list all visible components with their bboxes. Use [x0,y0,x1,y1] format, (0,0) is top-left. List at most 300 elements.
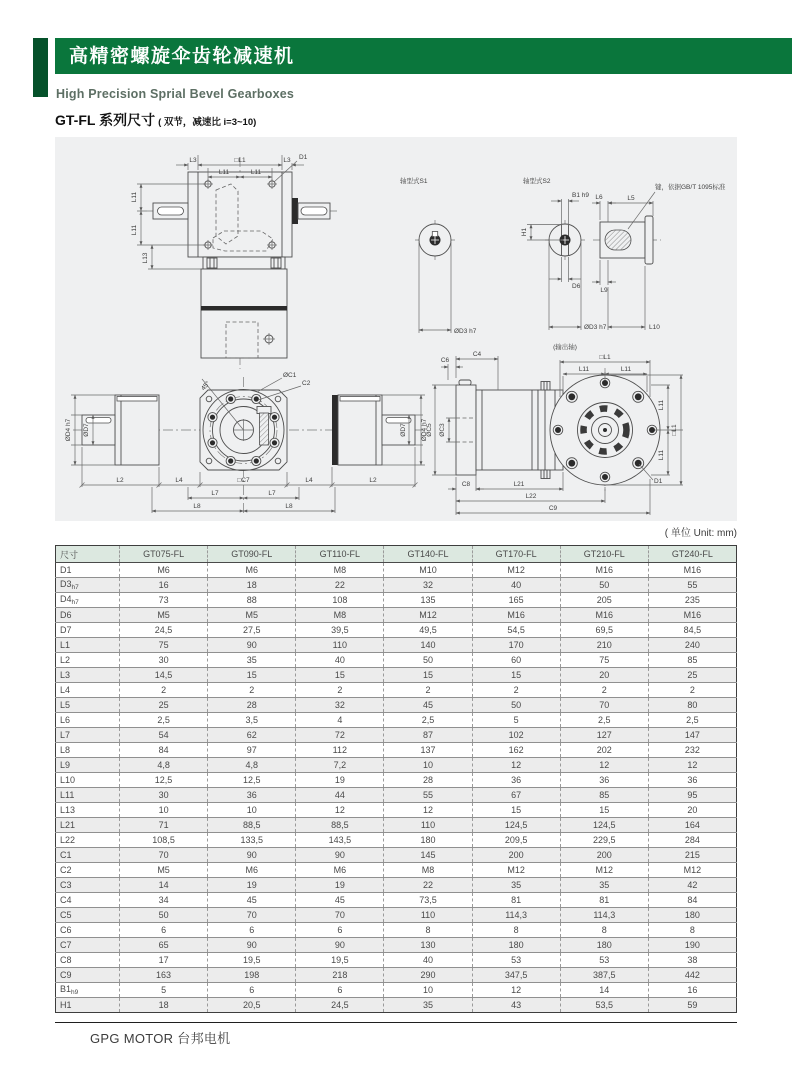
dimension-value: 18 [120,998,208,1013]
dimension-label: C2 [60,865,72,875]
dimension-value: 12 [384,803,472,818]
table-row [56,578,737,593]
dimension-value: 232 [648,743,736,758]
dimension-value: M16 [560,563,648,578]
dimension-value: 65 [120,938,208,953]
dimension-value: 143,5 [296,833,384,848]
dim-label: ØD7 [400,423,407,437]
dimension-value: 15 [384,668,472,683]
dimension-value: 137 [384,743,472,758]
dim-label: ØC1 [283,372,297,379]
dim-label: D1 [654,478,663,485]
dimension-value: M12 [472,563,560,578]
dimension-value: 69,5 [560,623,648,638]
dimension-value: 16 [648,983,736,998]
dimension-value: 12 [648,758,736,773]
dimension-value: M6 [208,563,296,578]
dimension-value: 34 [120,893,208,908]
dim-label: L10 [649,324,660,331]
dim-label: L4 [305,477,313,484]
dim-label: L3 [283,157,291,164]
dimension-label: L1 [60,640,71,650]
dimension-value: 60 [472,653,560,668]
section-title [55,110,256,130]
dimension-value: 90 [208,938,296,953]
dimension-value: 40 [384,953,472,968]
dimension-value: 10 [384,983,472,998]
dimension-value: 102 [472,728,560,743]
technical-drawing [55,137,737,521]
dimension-value: 4 [296,713,384,728]
dim-label: □L1 [234,157,246,164]
table-row [56,728,737,743]
dimension-value: M16 [560,608,648,623]
dim-label: C4 [472,351,482,358]
table-row [56,698,737,713]
dimension-value: 112 [296,743,384,758]
dimension-value: 22 [384,878,472,893]
dimension-value: 25 [120,698,208,713]
dimension-value: 2 [384,683,472,698]
dim-label: ØD4 h7 [421,418,428,442]
dimension-value: 130 [384,938,472,953]
dimension-value: 39,5 [296,623,384,638]
table-row [56,803,737,818]
dimension-value: 75 [120,638,208,653]
dimension-label: C4 [60,895,72,905]
dimension-value: 15 [472,668,560,683]
dim-label: □L1 [671,424,678,436]
dimension-value: 12,5 [208,773,296,788]
dimension-value: 85 [560,788,648,803]
dimension-value: 25 [648,668,736,683]
dimension-value: 19 [296,773,384,788]
dim-label: L4 [175,477,183,484]
dimension-value: 6 [208,923,296,938]
dimension-value: 20,5 [208,998,296,1013]
dimension-value: M12 [472,863,560,878]
dimension-value: 17 [120,953,208,968]
dimension-value: 6 [208,983,296,998]
dimension-value: 30 [120,788,208,803]
dimension-value: 84 [120,743,208,758]
dimension-value: 133,5 [208,833,296,848]
dimension-value: 20 [560,668,648,683]
dimension-value: M12 [648,863,736,878]
dimension-value: 200 [560,848,648,863]
column-header: GT170-FL [472,546,560,563]
dimension-value: 4,8 [120,758,208,773]
table-row [56,968,737,983]
dim-label: L11 [218,169,230,176]
dimension-value: 3,5 [208,713,296,728]
dimension-value: 49,5 [384,623,472,638]
dimension-label: C6 [60,925,72,935]
dimension-value: 180 [560,938,648,953]
dimension-value: 19,5 [208,953,296,968]
dimension-label: D7 [60,625,72,635]
column-header: GT075-FL [120,546,208,563]
footer-brand: GPG MOTOR 台邦电机 [90,1031,231,1046]
dimension-value: M5 [208,608,296,623]
dimension-value: 108 [296,593,384,608]
accent-stripe [33,38,48,97]
dimension-value: 70 [296,908,384,923]
dim-label: L8 [193,503,201,510]
dimension-label: L21 [60,820,76,830]
dimension-value: 70 [208,908,296,923]
dim-label: L11 [658,449,665,461]
dim-label: L7 [211,490,219,497]
table-row [56,878,737,893]
dimension-value: 55 [384,788,472,803]
dimension-value: 114,3 [560,908,648,923]
dimension-label: $D4_{h7}$ [60,593,79,606]
dimension-value: 6 [296,983,384,998]
dimension-value: 5 [120,983,208,998]
dimension-value: 135 [384,593,472,608]
dimension-value: 14 [120,878,208,893]
dimension-value: 43 [472,998,560,1013]
dimension-value: 347,5 [472,968,560,983]
dimension-label: L10 [60,775,76,785]
dimension-label: $D3_{h7}$ [60,578,79,591]
dimension-value: 27,5 [208,623,296,638]
dimension-value: 10 [208,803,296,818]
dimension-value: 72 [296,728,384,743]
dimension-value: 88 [208,593,296,608]
dimension-value: 54,5 [472,623,560,638]
dimension-value: 54 [120,728,208,743]
dimension-value: 2,5 [648,713,736,728]
dim-label: D1 [299,154,308,161]
dimension-value: 71 [120,818,208,833]
dimension-value: 2,5 [560,713,648,728]
dimension-value: 8 [560,923,648,938]
dimension-value: 36 [472,773,560,788]
dimension-value: 170 [472,638,560,653]
dimension-value: 108,5 [120,833,208,848]
dimension-value: 90 [208,638,296,653]
table-row [56,623,737,638]
dimension-value: 45 [296,893,384,908]
dim-label: H1 [521,227,528,237]
dimension-label: L22 [60,835,76,845]
dimension-value: 87 [384,728,472,743]
dimension-label: C9 [60,970,72,980]
dimension-value: 32 [384,578,472,593]
dimension-value: 40 [472,578,560,593]
dimension-value: M16 [472,608,560,623]
dimension-value: 14 [560,983,648,998]
dim-label: L11 [131,191,138,203]
dimension-value: M10 [384,563,472,578]
shaft-type-s1-title: 轴型式S1 [400,178,428,185]
dimension-value: 205 [560,593,648,608]
dimension-value: 209,5 [472,833,560,848]
dimension-label: C5 [60,910,72,920]
dimension-value: 45 [208,893,296,908]
dimension-value: 42 [648,878,736,893]
page-subtitle: High Precision Sprial Bevel Gearboxes [56,87,295,101]
shaft-type-s1-view [400,176,477,335]
dimension-value: 200 [472,848,560,863]
dimension-value: 35 [384,998,472,1013]
column-header: GT110-FL [296,546,384,563]
dimension-value: 97 [208,743,296,758]
dimension-value: 387,5 [560,968,648,983]
dim-label: L11 [578,366,590,373]
dimension-value: 36 [208,788,296,803]
dimension-value: 38 [648,953,736,968]
dim-label: L11 [250,169,262,176]
dimension-value: 8 [472,923,560,938]
dim-label: □L1 [599,354,611,361]
dimension-value: M16 [648,608,736,623]
dimension-value: 90 [296,848,384,863]
dimension-label: $B1_{h9}$ [60,983,79,996]
dimension-value: 110 [296,638,384,653]
dimension-value: 90 [208,848,296,863]
table-row [56,653,737,668]
dimension-value: 15 [296,668,384,683]
table-row [56,608,737,623]
dimension-value: M12 [560,863,648,878]
dim-label: L8 [285,503,293,510]
dim-label: C9 [548,505,558,512]
dimension-value: 235 [648,593,736,608]
dim-label: L9 [600,287,608,294]
dimension-value: 53 [560,953,648,968]
dimension-value: 59 [648,998,736,1013]
dimension-value: 6 [120,923,208,938]
dimension-value: 8 [384,923,472,938]
dimension-value: 229,5 [560,833,648,848]
table-row [56,638,737,653]
table-row [56,683,737,698]
dimension-value: 110 [384,818,472,833]
key-standard-note: 键，依据GB/T 1095标准 [655,184,726,191]
table-row [56,998,737,1013]
dimension-value: 50 [384,653,472,668]
table-row [56,848,737,863]
table-row [56,773,737,788]
dimension-label: D1 [60,565,72,575]
table-row [56,593,737,608]
table-row [56,833,737,848]
dimension-value: M5 [120,608,208,623]
output-shaft-note: (输出轴) [553,344,577,351]
dimension-label: L11 [60,790,75,800]
dimension-value: 19 [296,878,384,893]
dim-label: ØC5 [426,423,433,437]
dimension-value: 73,5 [384,893,472,908]
table-row [56,953,737,968]
table-row [56,923,737,938]
dimension-value: 15 [472,803,560,818]
dimension-value: 36 [560,773,648,788]
dimension-label: L4 [60,685,71,695]
dimension-value: 8 [648,923,736,938]
dimension-value: 2 [296,683,384,698]
dimension-value: 81 [472,893,560,908]
dimension-value: 55 [648,578,736,593]
dimension-value: 180 [472,938,560,953]
dim-label: C8 [461,481,471,488]
dimension-value: 5 [472,713,560,728]
table-row [56,788,737,803]
dimension-value: 14,5 [120,668,208,683]
dimension-value: 12 [560,758,648,773]
dimension-label: C1 [60,850,72,860]
dimension-value: 210 [560,638,648,653]
dimension-value: 7,2 [296,758,384,773]
dimension-value: 145 [384,848,472,863]
column-header: GT240-FL [648,546,736,563]
table-row [56,893,737,908]
dimension-value: 127 [560,728,648,743]
dimension-table [55,545,737,1013]
dimension-value: M6 [120,563,208,578]
dimension-value: 6 [296,923,384,938]
dimension-value: 114,3 [472,908,560,923]
dimension-value: 290 [384,968,472,983]
dimension-value: 70 [560,698,648,713]
dimension-value: 162 [472,743,560,758]
dimension-value: 19,5 [296,953,384,968]
dimension-value: 198 [208,968,296,983]
shaft-type-s2-view [521,176,726,351]
dim-label: L11 [658,399,665,411]
dimension-value: M6 [296,863,384,878]
dimension-value: M5 [120,863,208,878]
dimension-value: 30 [120,653,208,668]
dimension-value: 10 [120,803,208,818]
dimension-label: L3 [60,670,71,680]
dimension-value: 163 [120,968,208,983]
dimension-label: L6 [60,715,71,725]
dimension-value: 190 [648,938,736,953]
dim-label: □C7 [237,477,250,484]
dimension-label: D6 [60,610,72,620]
dimension-value: 110 [384,908,472,923]
dimension-value: 202 [560,743,648,758]
dim-label: ØD3 h7 [454,328,477,335]
dimension-label: L13 [60,805,76,815]
gearbox-drawing [55,137,737,521]
table-row [56,908,737,923]
dimension-value: 35 [472,878,560,893]
dimension-value: 180 [384,833,472,848]
dimension-value: 2 [560,683,648,698]
dimension-value: 147 [648,728,736,743]
table-row [56,863,737,878]
dimension-value: 284 [648,833,736,848]
dim-label: L7 [268,490,276,497]
dimension-value: M6 [208,863,296,878]
dimension-value: 22 [296,578,384,593]
dimension-label: H1 [60,1000,72,1010]
column-header: GT090-FL [208,546,296,563]
dimension-value: 240 [648,638,736,653]
front-view [131,154,337,369]
table-row [56,713,737,728]
dimension-label: L8 [60,745,71,755]
dimension-value: 32 [296,698,384,713]
table-row [56,983,737,998]
unit-note: ( 单位 Unit: mm) [664,528,737,539]
dimension-value: 81 [560,893,648,908]
dimension-value: 12 [472,983,560,998]
dimension-value: 20 [648,803,736,818]
dim-label: D6 [572,283,581,290]
dim-label: L5 [627,195,635,202]
series-name: GT-FL 系列尺寸 [55,112,156,128]
dimension-value: 19 [208,878,296,893]
dim-label: C6 [440,357,450,364]
dim-label: L3 [189,157,197,164]
dimension-label: C7 [60,940,72,950]
dimension-value: 35 [208,653,296,668]
dimension-value: 124,5 [560,818,648,833]
corner-header: 尺寸 [56,546,120,563]
dimension-value: 88,5 [208,818,296,833]
dim-label: L2 [369,477,377,484]
footer-divider [55,1022,737,1023]
dimension-value: 2,5 [120,713,208,728]
dimension-value: 50 [120,908,208,923]
dim-label: L6 [595,194,603,201]
dimension-value: 18 [208,578,296,593]
dimension-value: 2 [120,683,208,698]
dimension-value: 80 [648,698,736,713]
column-header: GT140-FL [384,546,472,563]
dimension-value: 2 [208,683,296,698]
dimension-value: 95 [648,788,736,803]
dimension-value: 16 [120,578,208,593]
dimension-value: 90 [296,938,384,953]
dimension-value: 124,5 [472,818,560,833]
dimension-value: 28 [384,773,472,788]
dim-label: ØD7 [83,423,90,437]
column-header: GT210-FL [560,546,648,563]
shaft-type-s2-title: 轴型式S2 [523,178,551,185]
dim-label: L22 [525,493,537,500]
table-row [56,938,737,953]
dimension-value: M16 [648,563,736,578]
page-title: 高精密螺旋伞齿轮减速机 [69,46,295,67]
dimension-value: 2,5 [384,713,472,728]
dimension-value: 24,5 [120,623,208,638]
dim-label: L21 [513,481,525,488]
table-row [56,758,737,773]
title-bar [55,38,792,74]
dimension-value: 50 [472,698,560,713]
dimension-value: 215 [648,848,736,863]
dimension-value: 70 [120,848,208,863]
dimension-value: 53,5 [560,998,648,1013]
dim-label: L11 [131,224,138,236]
dimension-value: M12 [384,608,472,623]
dim-label: ØD4 h7 [65,418,72,442]
dimension-value: 165 [472,593,560,608]
dimension-value: M8 [384,863,472,878]
dimension-value: 62 [208,728,296,743]
dimension-value: 40 [296,653,384,668]
dimension-value: 84 [648,893,736,908]
dimension-value: M8 [296,563,384,578]
dimension-label: L2 [60,655,71,665]
